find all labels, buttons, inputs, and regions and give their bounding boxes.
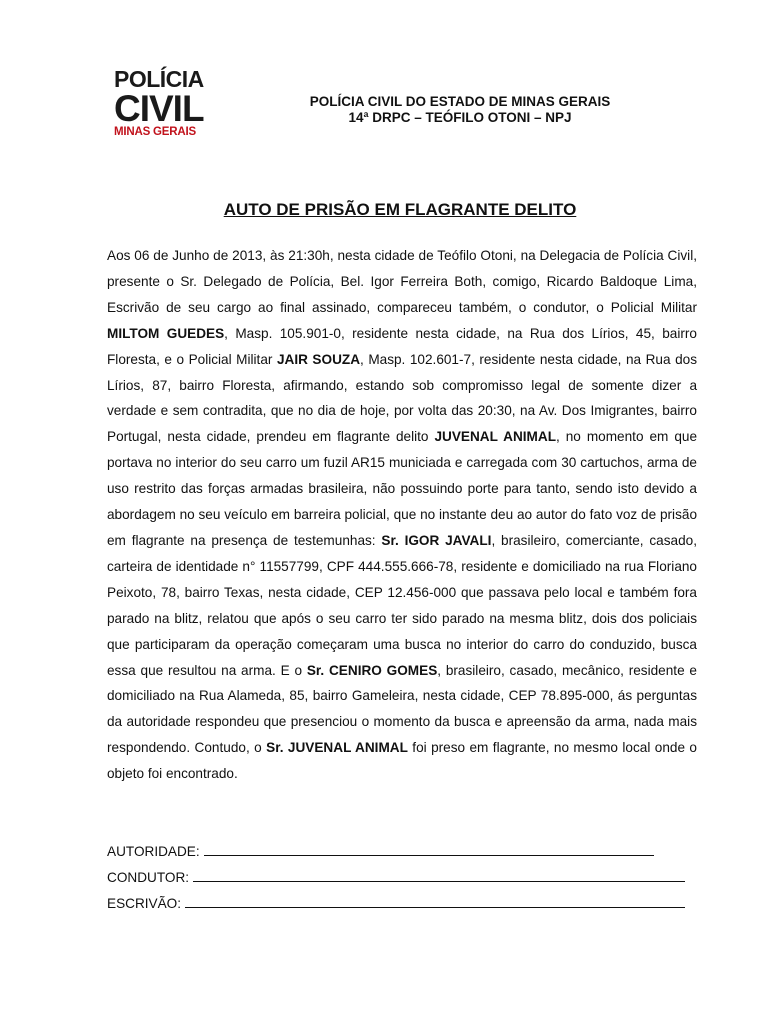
body-segment: foi preso em flagrante, no mesmo local onde o objeto foi encontrado. xyxy=(107,740,697,782)
signature-label-autoridade: AUTORIDADE: xyxy=(107,844,200,859)
name-juvenal-animal: Sr. JUVENAL ANIMAL xyxy=(266,740,408,756)
signature-line xyxy=(185,895,685,908)
signature-line xyxy=(204,843,654,856)
body-segment: , Masp. 102.601-7, residente nesta cidade, na Rua dos Lírios, 87, bairro Floresta, afirmando, estando sob compromisso legal de somente dizer a verdade e sem contradita, que no dia de hoje, por volta das 20:30, na Av. Dos Imigrantes, bairro Portugal, nesta cidade, prendeu em flagrante delito xyxy=(107,351,697,445)
header-department: 14ª DRPC – TEÓFILO OTONI – NPJ xyxy=(348,110,572,125)
header-institution: POLÍCIA CIVIL DO ESTADO DE MINAS GERAIS xyxy=(309,94,611,109)
logo-line-policia: POLÍCIA xyxy=(114,66,204,92)
body-segment: , brasileiro, casado, mecânico, residente e domiciliado na Rua Alameda, 85, bairro Gameleira, nesta cidade, CEP 78.895-000, ás perguntas da autoridade respondeu que presenciou o momento da busca e apreensão da arma, nada mais respondendo. Contudo, o xyxy=(107,662,697,756)
logo-line-civil: CIVIL xyxy=(114,88,204,129)
document-header xyxy=(250,94,670,126)
document-body xyxy=(107,243,697,787)
name-jair-souza: JAIR SOUZA xyxy=(276,351,361,367)
signature-autoridade xyxy=(107,843,707,861)
name-juvenal-animal: JUVENAL ANIMAL xyxy=(434,429,556,445)
name-ceniro-gomes: Sr. CENIRO GOMES xyxy=(306,662,438,678)
signature-escrivao xyxy=(107,895,707,913)
body-segment: , brasileiro, comerciante, casado, carteira de identidade n° 11557799, CPF 444.555.666-78, residente e domiciliado na rua Floriano Peixoto, 78, bairro Texas, nesta cidade, CEP 12.456-000 que passava pelo local e também fora parado na blitz, relatou que após o seu carro ter sido parado na mesma blitz, dois dos policiais que participaram da operação começaram uma busca no interior do carro do conduzido, busca essa que resultou na arma. E o xyxy=(107,532,697,678)
police-logo xyxy=(114,68,214,139)
name-igor-javali: Sr. IGOR JAVALI xyxy=(381,532,492,548)
signature-label-condutor: CONDUTOR: xyxy=(107,870,190,885)
signature-line xyxy=(193,869,685,882)
signature-label-escrivao: ESCRIVÃO: xyxy=(107,896,182,911)
document-title: AUTO DE PRISÃO EM FLAGRANTE DELITO xyxy=(223,200,577,219)
signature-condutor xyxy=(107,869,707,887)
name-miltom-guedes: MILTOM GUEDES xyxy=(107,325,225,341)
body-segment: , no momento em que portava no interior do seu carro um fuzil AR15 municiada e carregada com 30 cartuchos, arma de uso restrito das forças armadas brasileira, não possuindo porte para tanto, sendo isto devido a abordagem no seu veículo em barreira policial, que no instante deu ao autor do fato voz de prisão em flagrante na presença de testemunhas: xyxy=(107,429,698,548)
body-segment: Aos 06 de Junho de 2013, às 21:30h, nesta cidade de Teófilo Otoni, na Delegacia de Polícia Civil, presente o Sr. Delegado de Polícia, Bel. Igor Ferreira Both, comigo, Ricardo Baldoque Lima, Escrivão de seu cargo ao final assinado, compareceu também, o condutor, o Policial Militar xyxy=(107,248,697,315)
body-segment: , Masp. 105.901-0, residente nesta cidade, na Rua dos Lírios, 45, bairro Floresta, e o Policial Militar xyxy=(107,325,697,367)
logo-line-minas-gerais: MINAS GERAIS xyxy=(114,126,196,138)
